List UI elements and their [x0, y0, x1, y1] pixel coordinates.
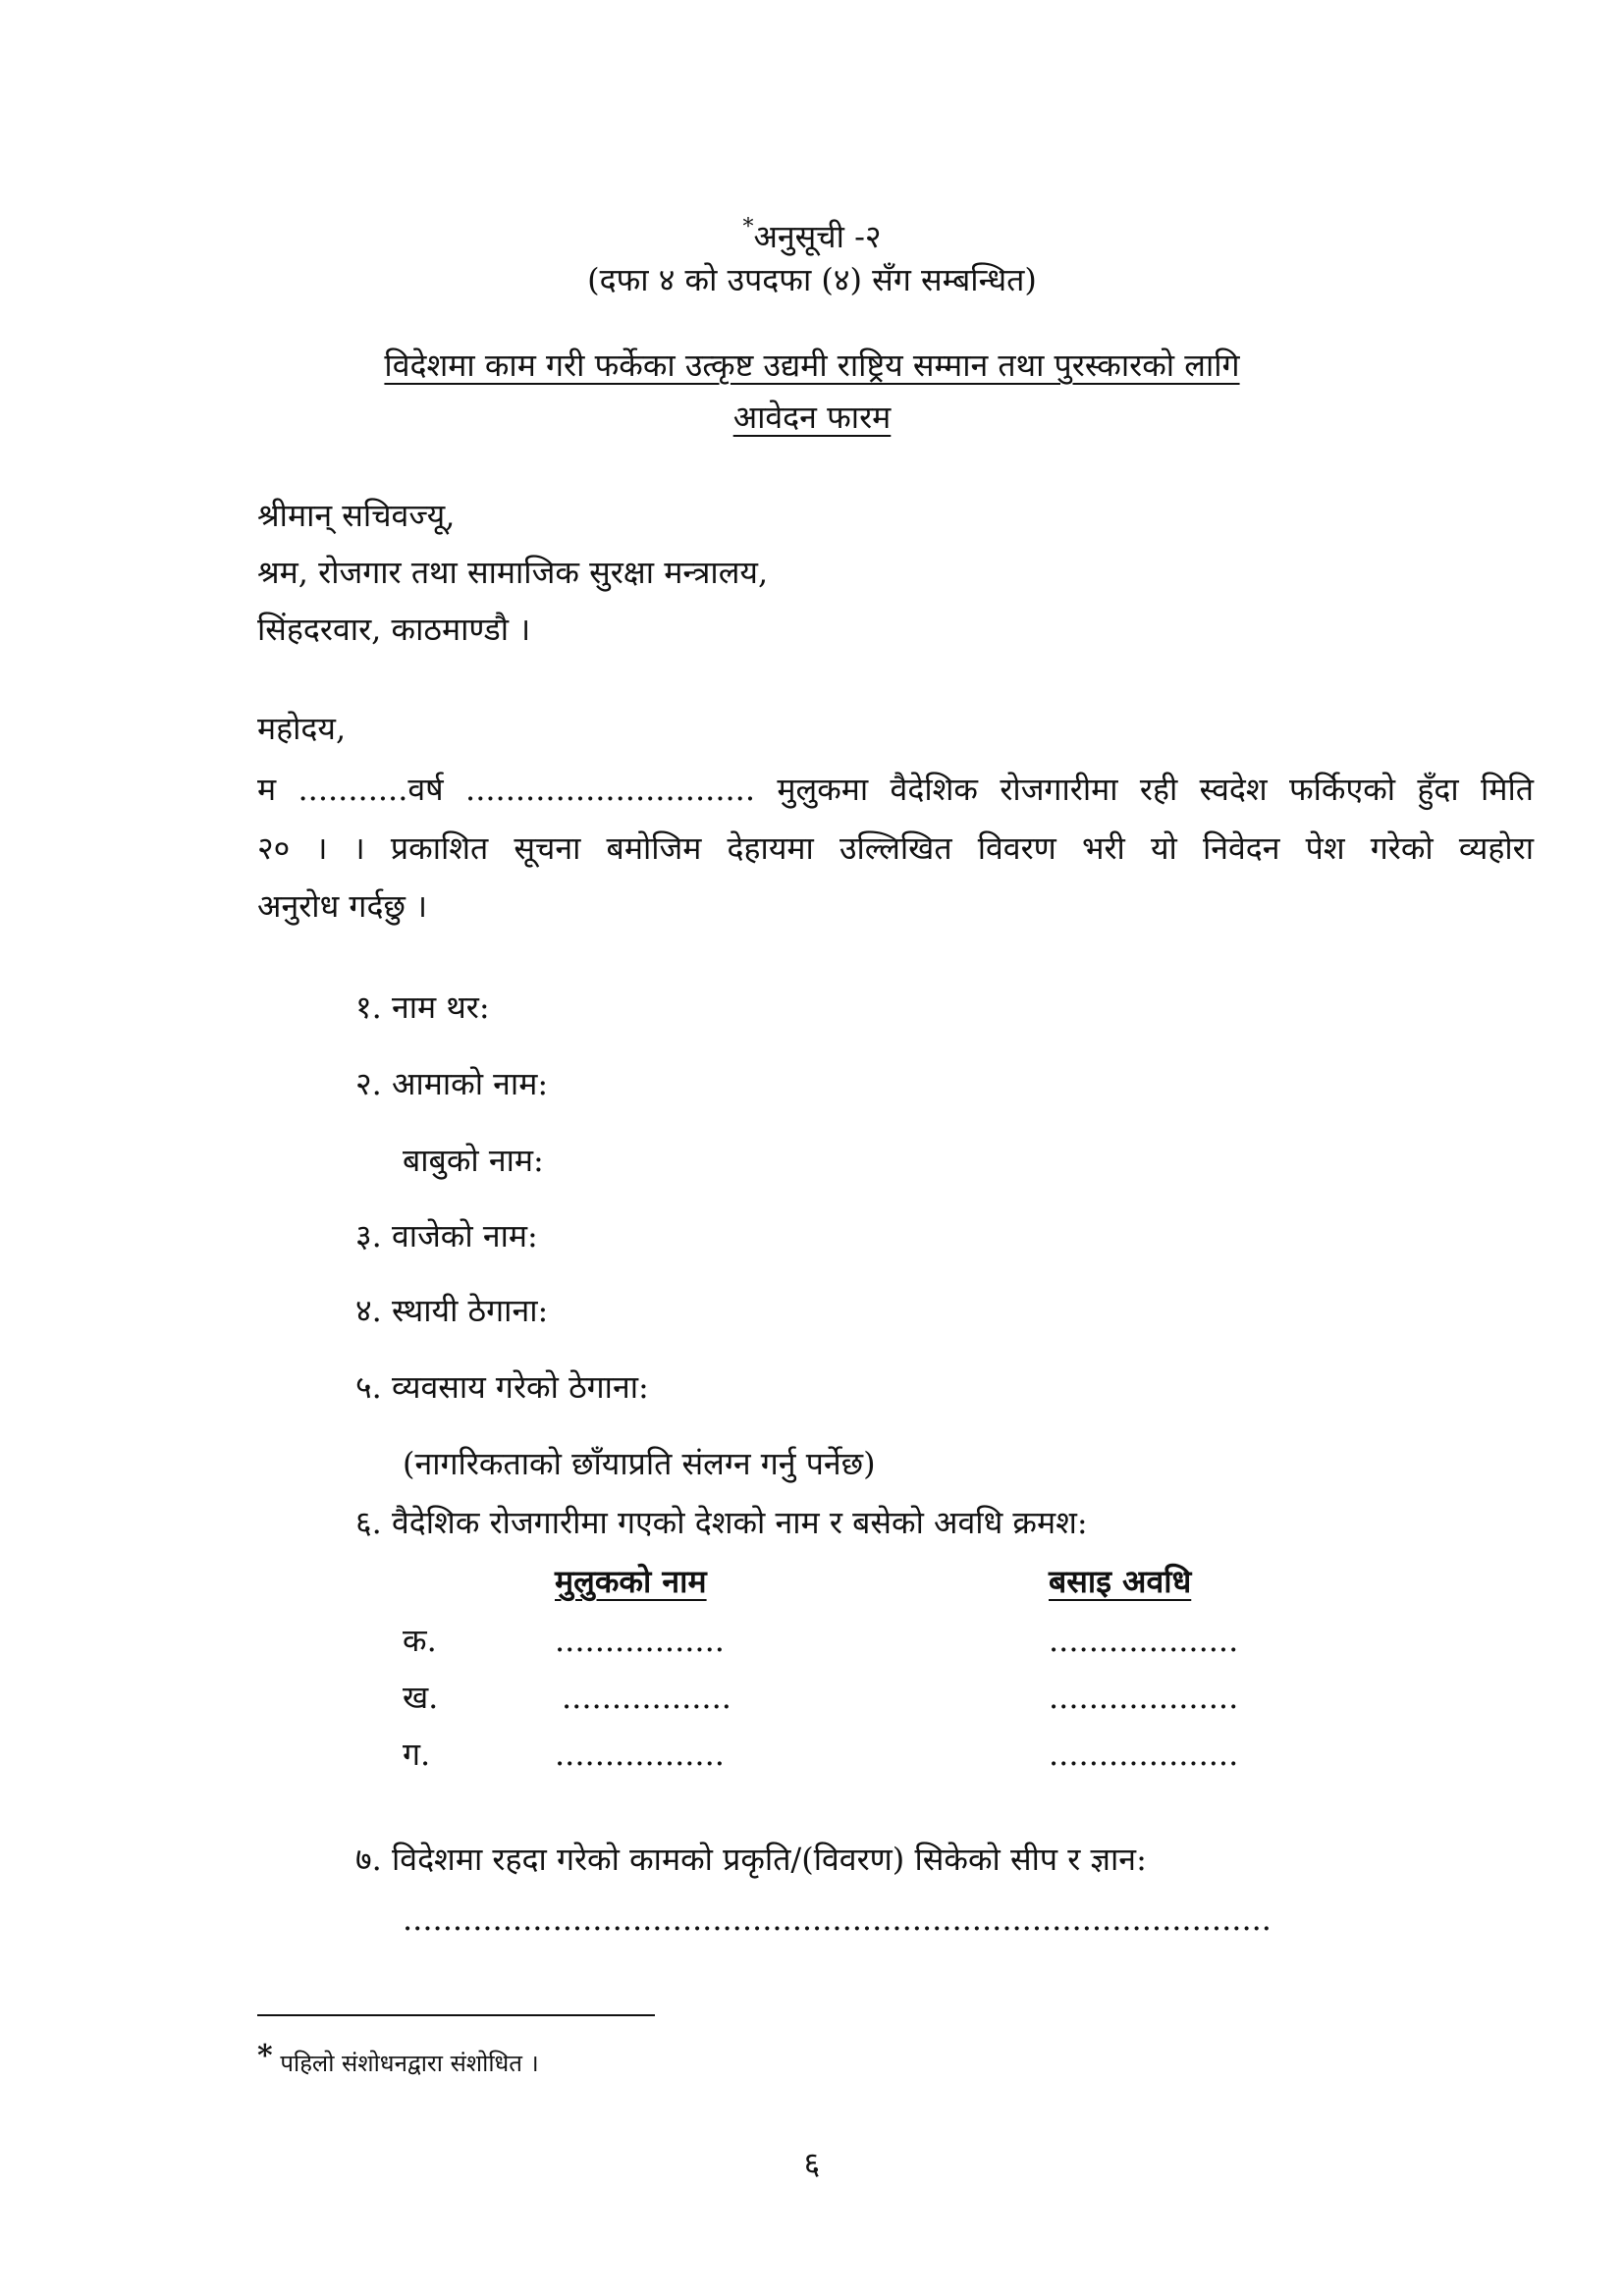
body-line3: अनुरोध गर्दछु । — [257, 887, 428, 925]
body-line1: म ...........वर्ष ............................. मुलुकमा वैदेशिक रोजगारीमा रही स्वदेश फर्किएको हुँदा मिति — [257, 771, 1534, 808]
field-mother-name: २. आमाको नाम: — [355, 1065, 549, 1102]
field-name: १. नाम थर: — [355, 988, 490, 1026]
schedule-title: अनुसूची -२ — [753, 218, 882, 255]
footnote-divider — [257, 2014, 655, 2016]
field-grandfather-name: ३. वाजेको नाम: — [355, 1217, 538, 1255]
country-blank: ................. — [555, 1735, 725, 1773]
field-permanent-address: ४. स्थायी ठेगाना: — [355, 1292, 549, 1329]
duration-blank: ................... — [1049, 1735, 1239, 1773]
duration-blank: ................... — [1049, 1679, 1239, 1716]
footnote — [257, 2039, 539, 2078]
work-nature-blank: ....................................................................................... — [403, 1900, 1272, 1938]
addressee-line1: श्रीमान् सचिवज्यू, — [257, 497, 456, 534]
country-blank: ................. — [562, 1679, 731, 1716]
form-title-line1 — [0, 346, 1624, 385]
footnote-text: पहिलो संशोधनद्वारा संशोधित । — [280, 2050, 539, 2077]
table-row-label: ख. — [403, 1679, 439, 1716]
column-header-duration: बसाइ अवधि — [1049, 1563, 1192, 1600]
field-foreign-employment: ६. वैदेशिक रोजगारीमा गएको देशको नाम र बसेको अवधि क्रमश: — [355, 1504, 1088, 1541]
footnote-marker: * — [742, 215, 754, 240]
page-number: ६ — [803, 2145, 821, 2182]
addressee-line2: श्रम, रोजगार तथा सामाजिक सुरक्षा मन्त्रालय, — [257, 554, 769, 591]
form-title-text1: विदेशमा काम गरी फर्केका उत्कृष्ट उद्यमी राष्ट्रिय सम्मान तथा पुरस्कारको लागि — [384, 347, 1240, 384]
form-title-line2 — [0, 398, 1624, 437]
column-header-country: मुलुकको नाम — [555, 1563, 707, 1600]
duration-blank: ................... — [1049, 1622, 1239, 1659]
table-row-label: क. — [403, 1622, 437, 1659]
field-father-name: बाबुको नाम: — [403, 1142, 544, 1179]
citizenship-note: (नागरिकताको छाँयाप्रति संलग्न गर्नु पर्नेछ) — [403, 1445, 876, 1482]
country-blank: ................. — [555, 1622, 725, 1659]
schedule-reference: (दफा ४ को उपदफा (४) सँग सम्बन्धित) — [587, 261, 1037, 298]
field-business-address: ५. व्यवसाय गरेको ठेगाना: — [355, 1368, 649, 1406]
field-work-nature: ७. विदेशमा रहदा गरेको कामको प्रकृति/(विवरण) सिकेको सीप र ज्ञान: — [355, 1841, 1147, 1878]
body-line2: २० । । प्रकाशित सूचना बमोजिम देहायमा उल्लिखित विवरण भरी यो निवेदन पेश गरेको व्यहोरा — [257, 829, 1534, 867]
form-title-text2: आवेदन फारम — [732, 399, 892, 436]
table-row-label: ग. — [403, 1735, 431, 1773]
addressee-line3: सिंहदरवार, काठमाण्डौ । — [257, 611, 531, 648]
schedule-heading — [0, 208, 1624, 256]
footnote-star: * — [257, 2039, 273, 2073]
salutation: महोदय, — [257, 710, 347, 747]
